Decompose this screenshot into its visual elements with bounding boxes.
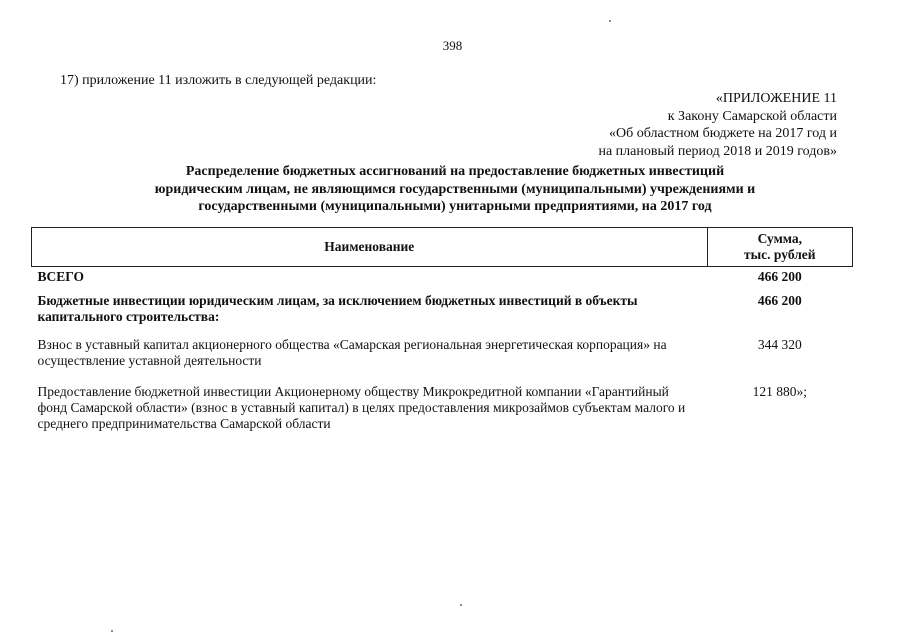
scan-speck <box>460 604 462 606</box>
row-name: ВСЕГО <box>37 269 85 284</box>
document-title-line1: Распределение бюджетных ассигнований на предоставление бюджетных инвестиций <box>185 164 725 179</box>
column-header-sum-line2: тыс. рублей <box>744 247 816 262</box>
row-sum: 466 200 <box>757 293 802 308</box>
table-row <box>32 384 853 447</box>
row-sum: 466 200 <box>757 269 802 284</box>
row-sum: 344 320 <box>757 337 802 352</box>
column-header-sum-line1: Сумма, <box>757 231 802 246</box>
budget-allocation-table <box>31 227 853 447</box>
page-number: 398 <box>442 38 463 53</box>
document-title-line2: юридическим лицам, не являющимся государственными (муниципальными) учреждениями и <box>154 181 756 197</box>
scan-speck <box>111 630 113 632</box>
appendix-header <box>598 90 837 160</box>
appendix-law-title-line1: «Об областном бюджете на 2017 год и <box>609 126 837 141</box>
document-title-line3: государственными (муниципальными) унитарными предприятиями, на 2017 год <box>198 199 712 214</box>
table-row-total <box>32 267 853 294</box>
table-row <box>32 293 853 337</box>
scan-speck <box>609 20 611 22</box>
table-header-row <box>32 228 853 267</box>
row-name: Бюджетные инвестиции юридическим лицам, за исключением бюджетных инвестиций в объекты капитального строительства: <box>37 293 638 324</box>
appendix-title: «ПРИЛОЖЕНИЕ 11 <box>715 91 837 106</box>
column-header-name: Наименование <box>32 228 708 267</box>
table-row <box>32 337 853 384</box>
row-sum: 121 880»; <box>752 384 807 399</box>
column-header-sum <box>707 228 852 267</box>
appendix-law-reference: к Закону Самарской области <box>667 108 837 124</box>
row-name: Взнос в уставный капитал акционерного общества «Самарская региональная энергетическая корпорация» на осуществление уставной деятельности <box>37 337 667 368</box>
appendix-law-title-line2: на плановый период 2018 и 2019 годов» <box>598 143 837 159</box>
intro-text: 17) приложение 11 изложить в следующей редакции: <box>60 73 377 88</box>
document-title <box>60 163 850 216</box>
row-name: Предоставление бюджетной инвестиции Акционерному обществу Микрокредитной компании «Гарантийный фонд Самарской области» (взнос в уставный капитал) в целях предоставления микрозаймов субъектам малого и среднего предпринимательства Самарской области <box>37 384 686 431</box>
